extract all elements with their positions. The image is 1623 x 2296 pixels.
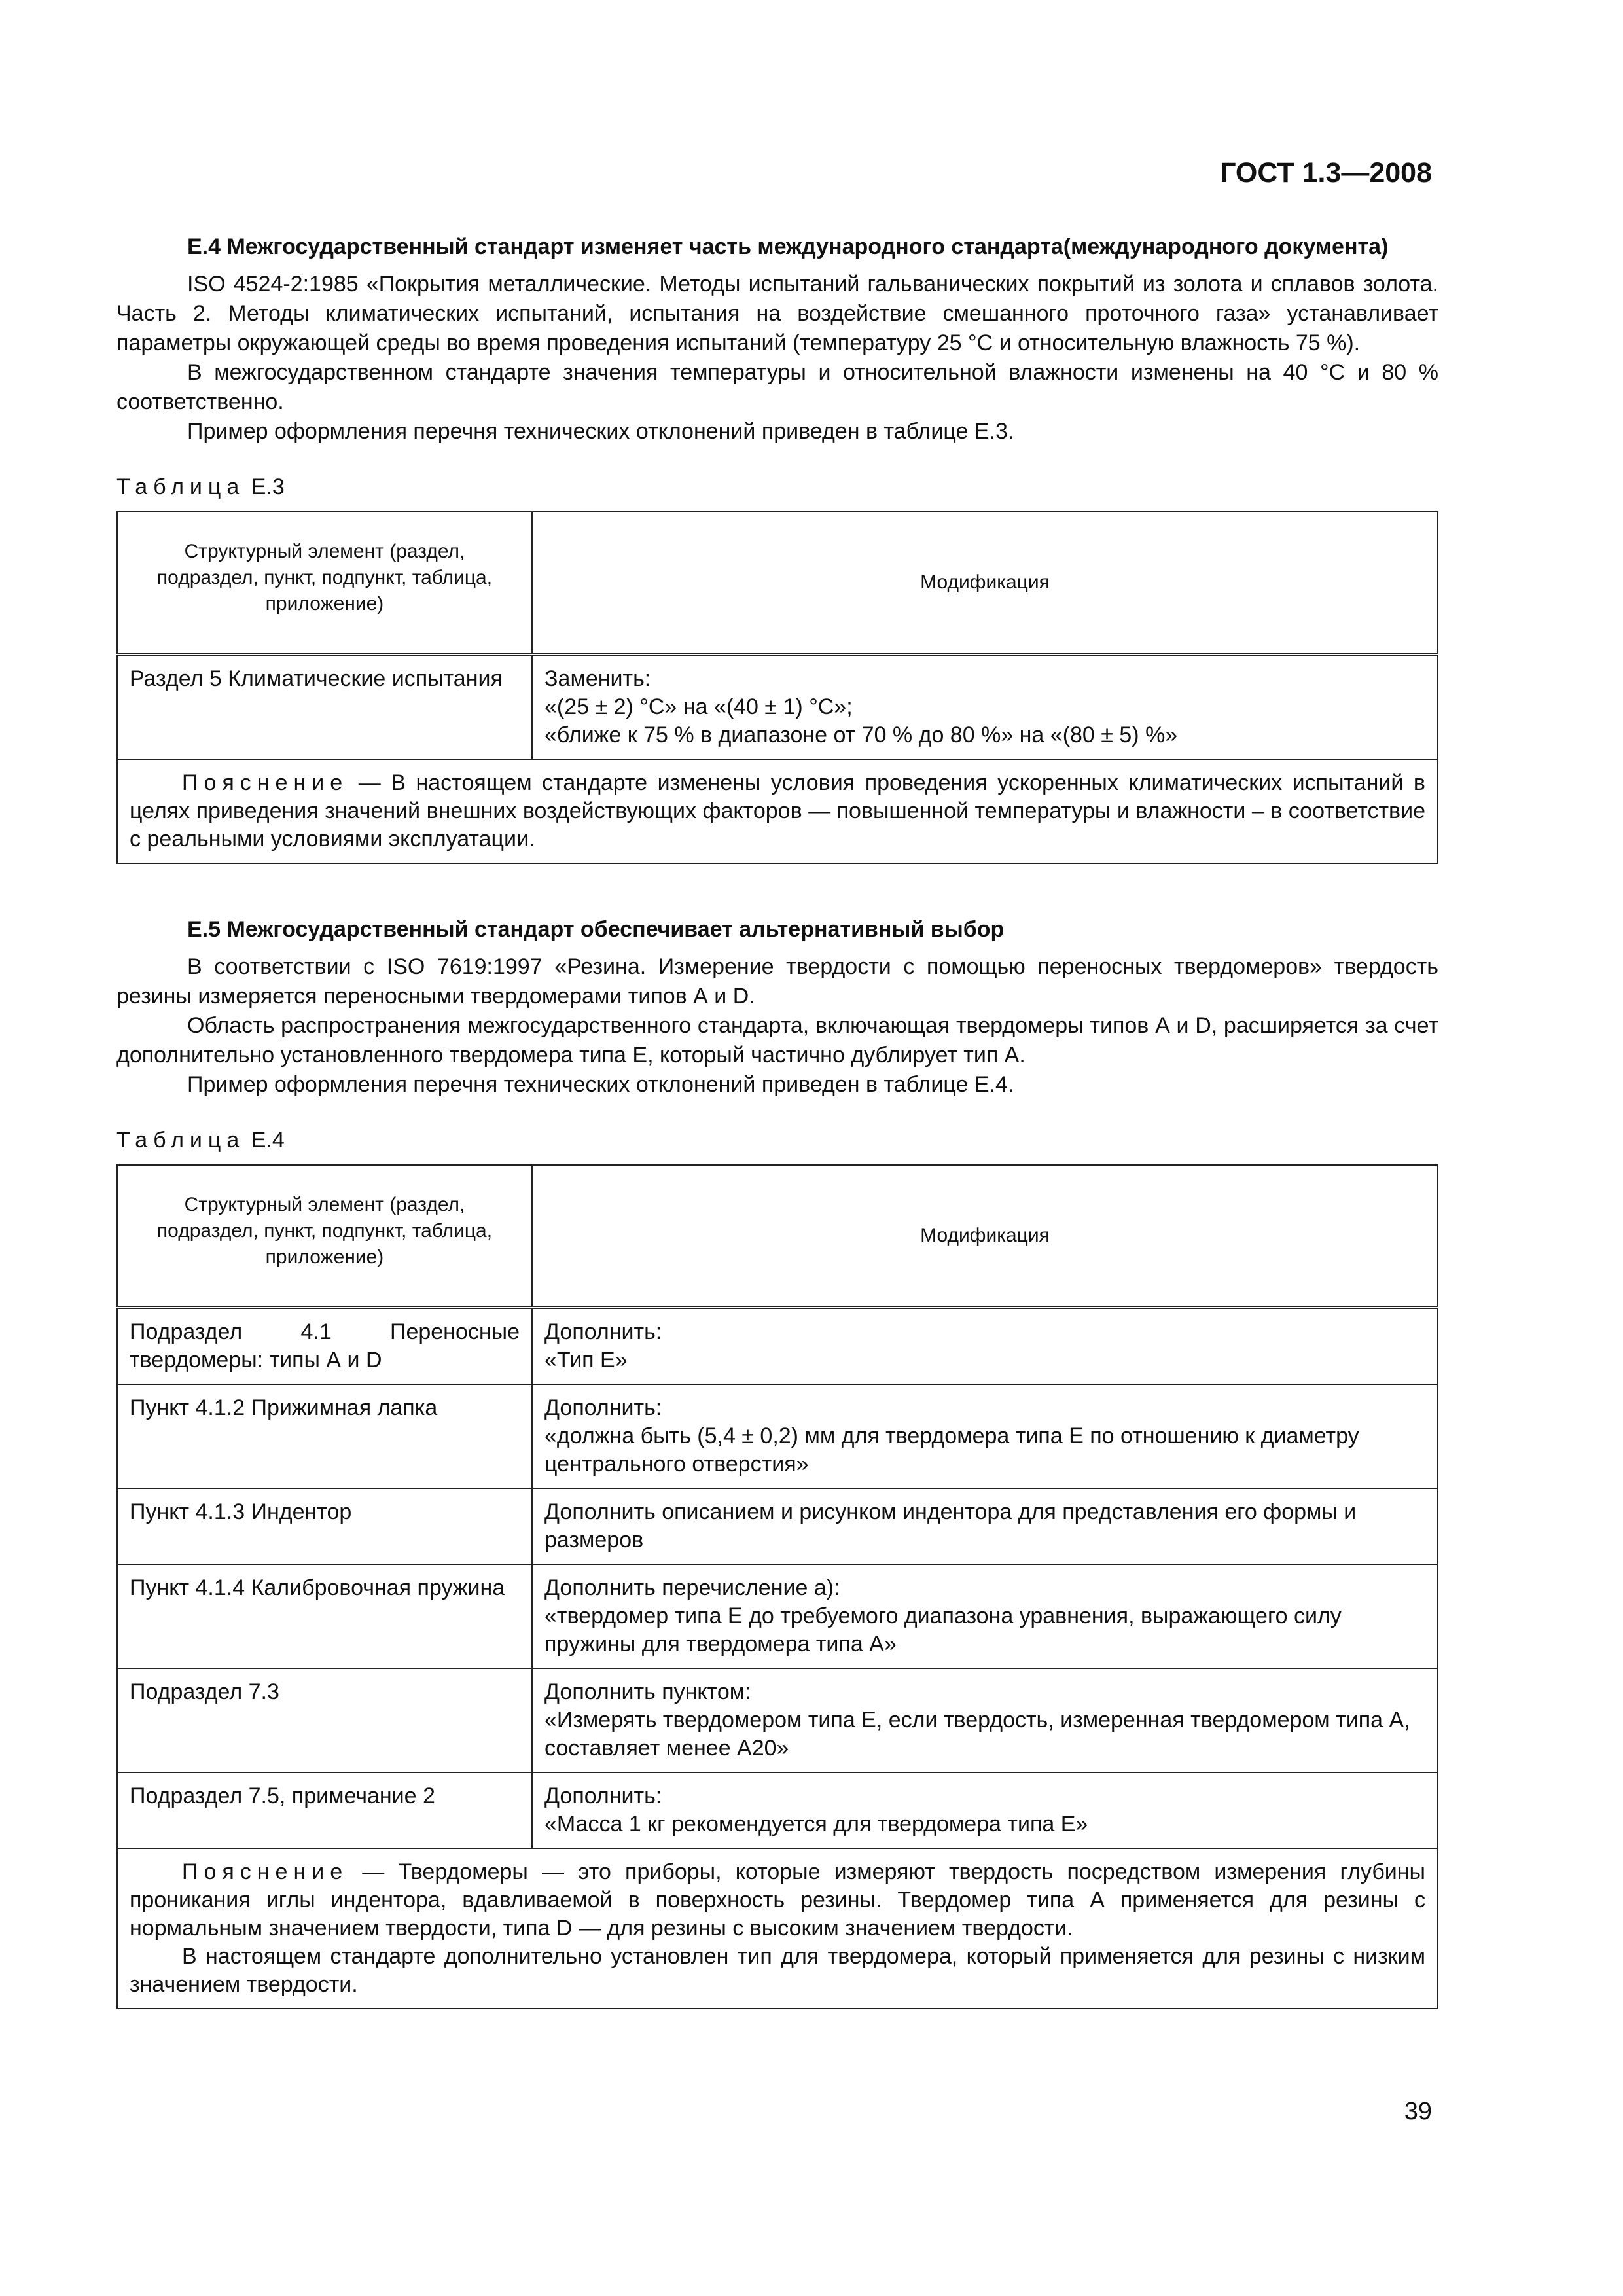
table-e4-row-element: Пункт 4.1.3 Индентор	[117, 1488, 532, 1564]
table-e4-row-element: Подраздел 4.1 Переносные твердомеры: типы А и D	[117, 1308, 532, 1385]
table-e4-caption-number: Е.4	[251, 1128, 285, 1153]
modification-line: «ближе к 75 % в диапазоне от 70 % до 80 %» на «(80 ± 5) %»	[544, 723, 1178, 747]
document-header: ГОСТ 1.3—2008	[1220, 157, 1432, 188]
table-row	[117, 1564, 1438, 1668]
table-e4-row-modification	[532, 1384, 1438, 1488]
table-e4	[116, 1164, 1438, 2009]
table-e4-row-element: Подраздел 7.3	[117, 1668, 532, 1772]
table-e4-row-element: Пункт 4.1.2 Прижимная лапка	[117, 1384, 532, 1488]
note-label: Пояснение	[182, 1859, 349, 1884]
table-e3-note-row	[117, 759, 1438, 863]
table-e3-row-1-modification	[532, 655, 1438, 760]
table-e4-row-modification	[532, 1564, 1438, 1668]
section-e4-title: Е.4 Межгосударственный стандарт изменяет часть международного стандарта(международного документа)	[187, 234, 1389, 259]
table-e4-row-modification	[532, 1488, 1438, 1564]
table-e4-row-modification	[532, 1772, 1438, 1848]
section-e5-paragraph-3: Пример оформления перечня технических отклонений приведен в таблице Е.4.	[187, 1072, 1014, 1097]
section-e5-title: Е.5 Межгосударственный стандарт обеспечивает альтернативный выбор	[187, 917, 1005, 942]
table-e3-caption-word: Таблица	[116, 475, 245, 499]
section-e5-paragraph-1: В соответствии с ISO 7619:1997 «Резина. Измерение твердости с помощью переносных твердомеров» твердость резины измеряется переносными твердомерами типов А и D.	[116, 954, 1438, 1009]
table-e4-note-row	[117, 1848, 1438, 2009]
table-e3-header-row	[117, 512, 1438, 655]
table-e3-row-1-element: Раздел 5 Климатические испытания	[117, 655, 532, 760]
section-e4-paragraph-2: В межгосударственном стандарте значения температуры и относительной влажности изменены на 40 °С и 80 % соответственно.	[116, 360, 1438, 414]
table-row	[117, 1488, 1438, 1564]
table-e4-row-element: Подраздел 7.5, примечание 2	[117, 1772, 532, 1848]
modification-line: Дополнить перечисление а):	[544, 1575, 840, 1600]
table-e4-caption	[116, 1126, 1438, 1155]
modification-line: Дополнить описанием и рисунком индентора для представления его формы и размеров	[544, 1499, 1357, 1552]
table-e3-caption	[116, 473, 1438, 502]
page-number: 39	[1404, 2098, 1432, 2125]
modification-line: «твердомер типа Е до требуемого диапазона уравнения, выражающего силу пружины для твердомера типа А»	[544, 1604, 1342, 1657]
note-paragraph-2: В настоящем стандарте дополнительно установлен тип для твердомера, который применяется для резины с низким значением твердости.	[130, 1944, 1425, 1997]
table-row	[117, 1668, 1438, 1772]
modification-line: Заменить:	[544, 666, 651, 691]
section-e4-paragraph-1: ISO 4524-2:1985 «Покрытия металлические. Методы испытаний гальванических покрытий из золота и сплавов золота. Часть 2. Методы климатических испытаний, испытания на воздействие смешанного проточного газа» устанавливает параметры окружающей среды во время проведения испытаний (температуру 25 °С и относительную влажность 75 %).	[116, 272, 1438, 355]
table-e4-header-row	[117, 1165, 1438, 1308]
table-e4-note	[117, 1848, 1438, 2009]
modification-line: «(25 ± 2) °С» на «(40 ± 1) °С»;	[544, 694, 853, 719]
table-row	[117, 655, 1438, 760]
modification-line: Дополнить:	[544, 1395, 662, 1420]
table-row	[117, 1384, 1438, 1488]
table-e4-caption-word: Таблица	[116, 1128, 245, 1153]
table-e3-note	[117, 759, 1438, 863]
modification-line: «Масса 1 кг рекомендуется для твердомера типа Е»	[544, 1812, 1088, 1837]
modification-line: Дополнить:	[544, 1784, 662, 1808]
table-e3-header-element: Структурный элемент (раздел, подраздел, пункт, подпункт, таблица, приложение)	[117, 512, 532, 655]
table-e4-header-element: Структурный элемент (раздел, подраздел, пункт, подпункт, таблица, приложение)	[117, 1165, 532, 1308]
table-e4-header-modification: Модификация	[532, 1165, 1438, 1308]
table-e3-caption-number: Е.3	[251, 475, 285, 499]
table-e3-header-modification: Модификация	[532, 512, 1438, 655]
modification-line: «Тип Е»	[544, 1348, 628, 1372]
section-e4-paragraph-3: Пример оформления перечня технических отклонений приведен в таблице Е.3.	[187, 419, 1014, 444]
modification-line: Дополнить:	[544, 1319, 662, 1344]
table-e4-row-modification	[532, 1308, 1438, 1385]
modification-line: «Измерять твердомером типа Е, если твердость, измеренная твердомером типа А, составляет менее А20»	[544, 1708, 1410, 1761]
table-row	[117, 1772, 1438, 1848]
table-e3	[116, 511, 1438, 864]
table-e4-row-modification	[532, 1668, 1438, 1772]
modification-line: Дополнить пунктом:	[544, 1679, 751, 1704]
section-e5-paragraph-2: Область распространения межгосударственного стандарта, включающая твердомеры типов А и D, расширяется за счет дополнительно установленного твердомера типа Е, который частично дублирует тип А.	[116, 1013, 1438, 1067]
modification-line: «должна быть (5,4 ± 0,2) мм для твердомера типа Е по отношению к диаметру центрального отверстия»	[544, 1424, 1359, 1477]
table-row	[117, 1308, 1438, 1385]
table-e4-row-element: Пункт 4.1.4 Калибровочная пружина	[117, 1564, 532, 1668]
note-text: — В настоящем стандарте изменены условия проведения ускоренных климатических испытаний в целях приведения значений внешних воздействующих факторов — повышенной температуры и влажности – в соответствие с реальными условиями эксплуатации.	[130, 770, 1425, 852]
note-text: — Твердомеры — это приборы, которые измеряют твердость посредством измерения глубины проникания иглы индентора, вдавливаемой в поверхность резины. Твердомер типа А применяется для резины с нормальным значением твердости, типа D — для резины с высоким значением твердости.	[130, 1859, 1425, 1941]
page-content	[116, 232, 1438, 2009]
note-label: Пояснение	[182, 770, 349, 795]
